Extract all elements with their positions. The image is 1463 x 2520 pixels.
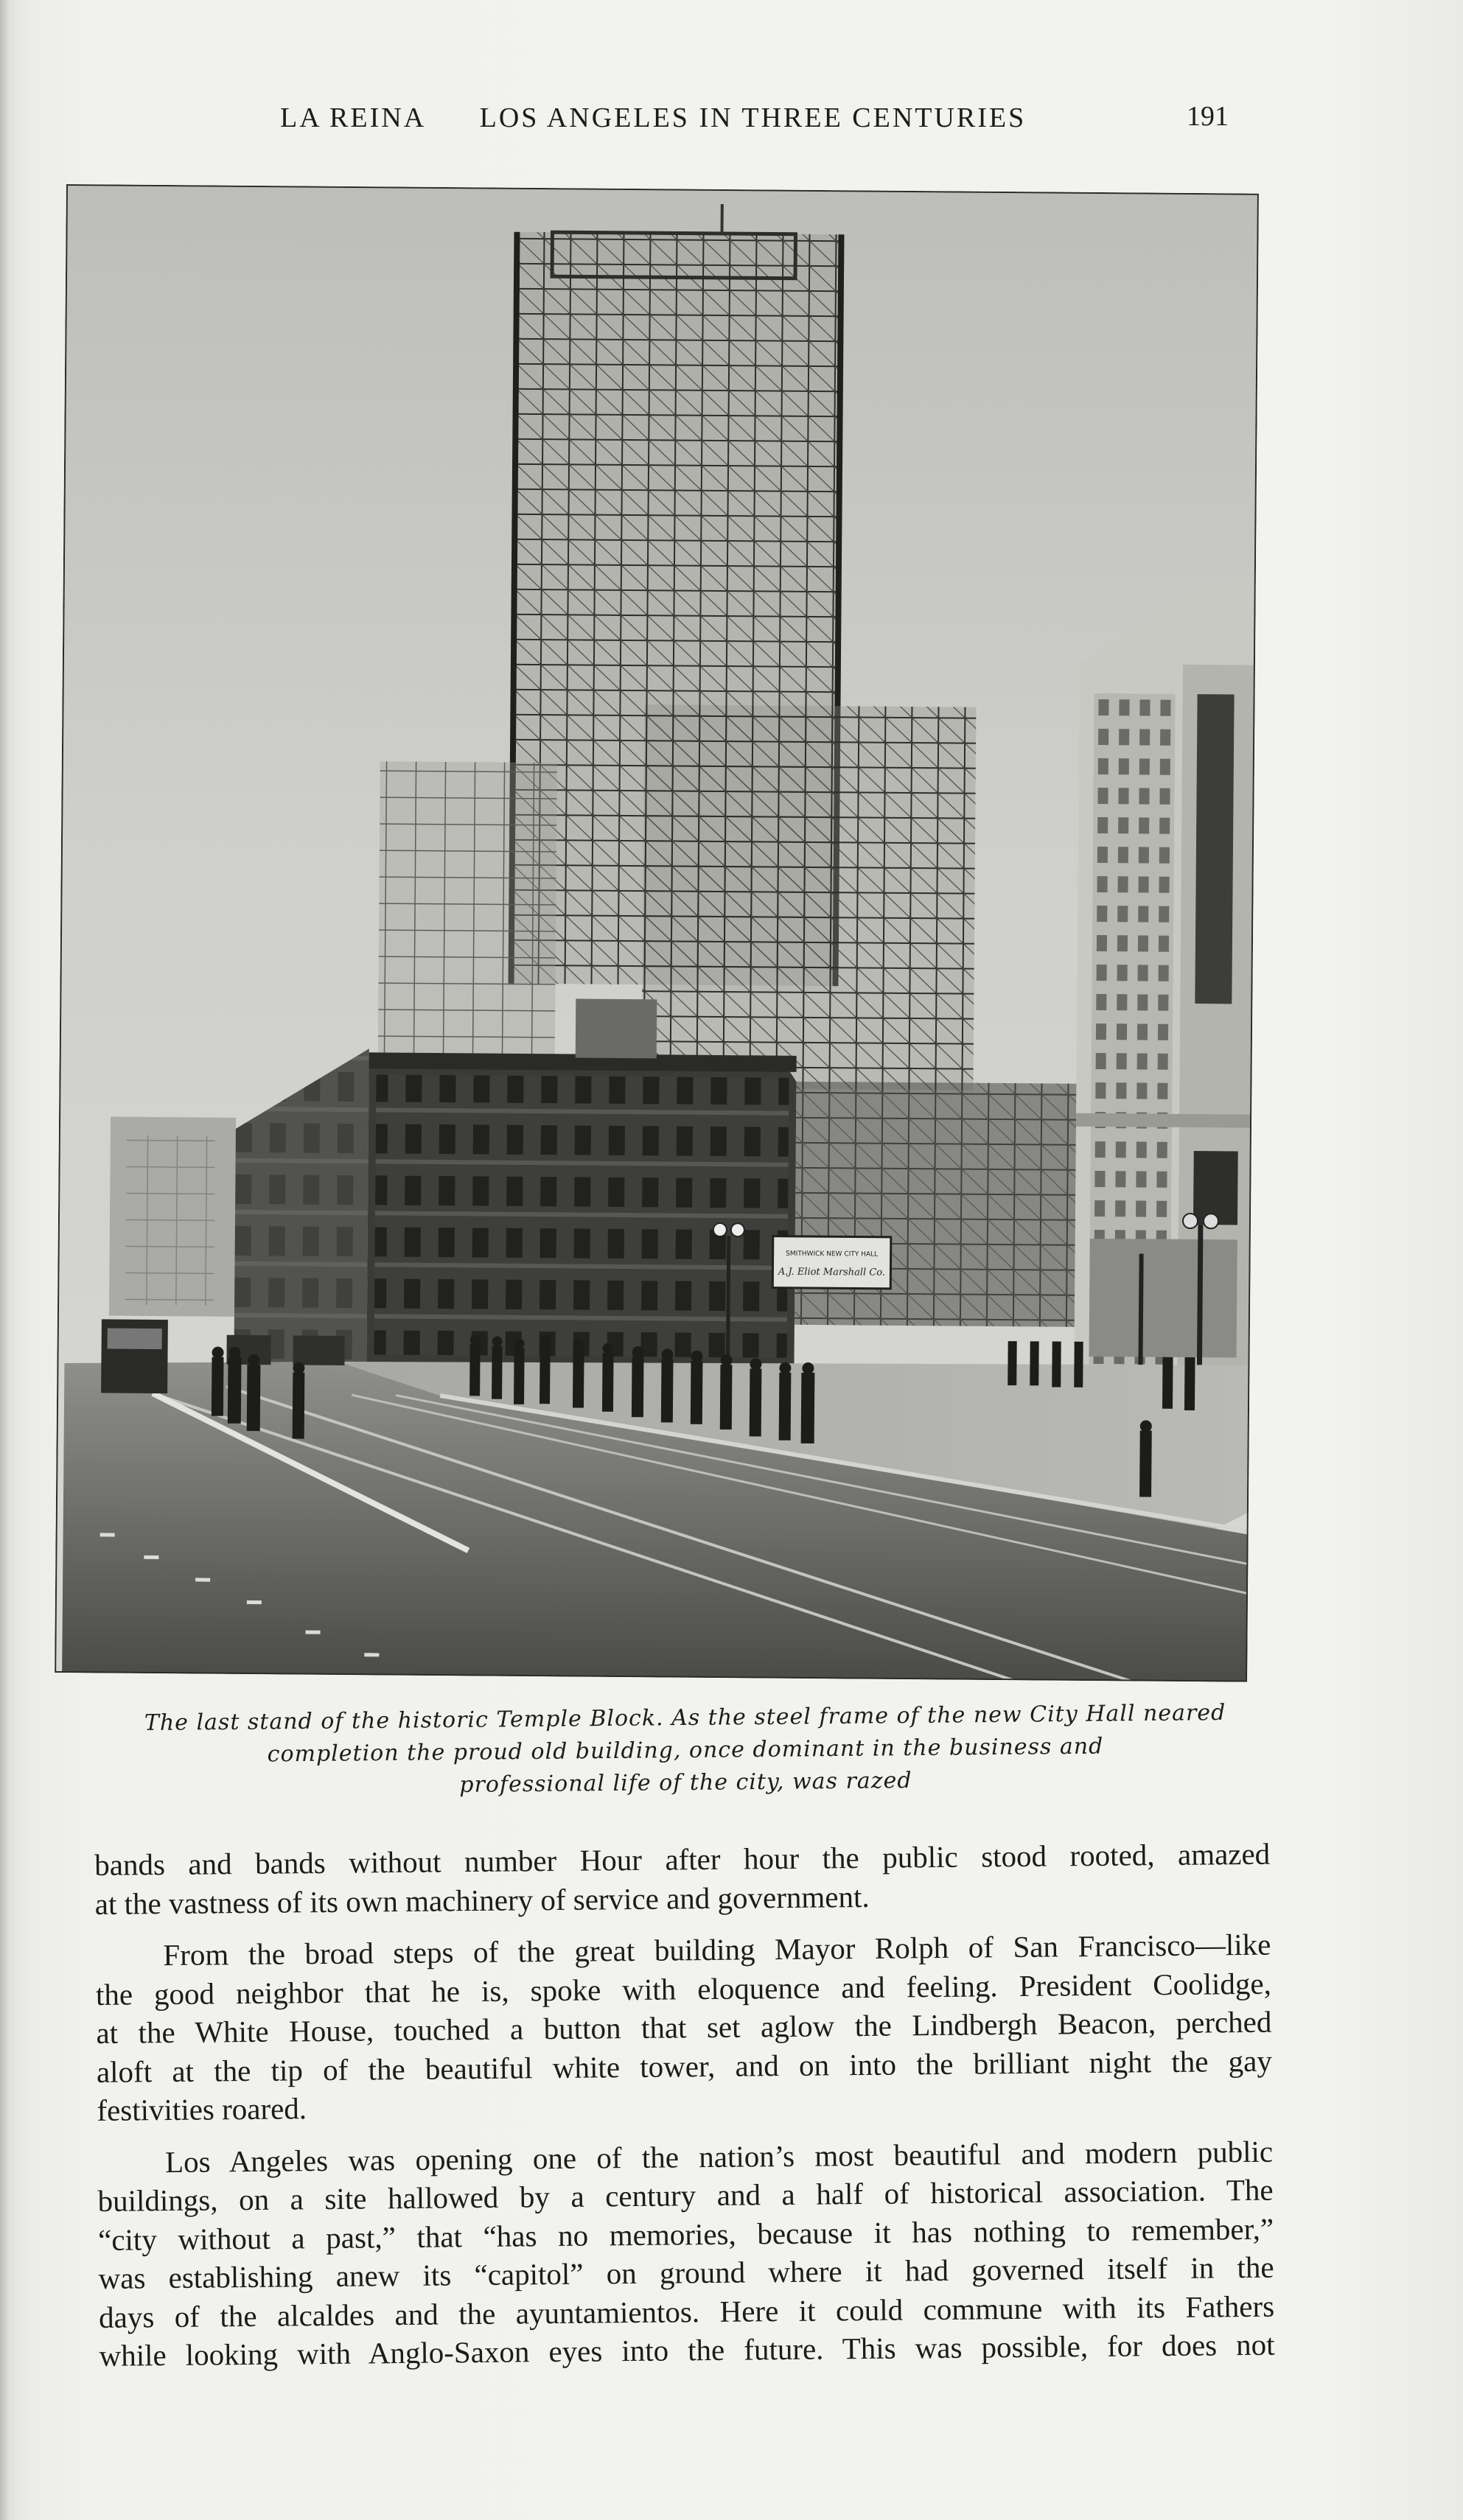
- text-line: the good neighbor that he is, spoke with eloquence and feeling. President Coolidge,: [95, 1966, 1272, 2012]
- text-line: buildings, on a site hallowed by a century and a half of historical association. The: [97, 2172, 1274, 2218]
- running-head-title: LOS ANGELES IN THREE CENTURIES: [479, 102, 1027, 133]
- caption-line: completion the proud old building, once dominant in the business and: [267, 1733, 1104, 1768]
- text-line: while looking with Anglo-Saxon eyes into the future. This was possible, for does not: [99, 2327, 1275, 2373]
- text-line: aloft at the tip of the beautiful white tower, and on into the brilliant night the gay: [96, 2043, 1273, 2089]
- caption-line: professional life of the city, was razed: [459, 1768, 912, 1798]
- text-line: was establishing anew its “capitol” on ground where it had governed itself in the: [98, 2250, 1274, 2295]
- text-line: at the White House, touched a button that set aglow the Lindbergh Beacon, perched: [96, 2004, 1272, 2050]
- paragraph: [97, 2132, 1275, 2375]
- photo-caption: [88, 1696, 1282, 1805]
- running-head-section: LA REINA: [280, 102, 427, 133]
- paragraph: [94, 1835, 1271, 1923]
- text-line: at the vastness of its own machinery of service and government.: [94, 1879, 870, 1921]
- text-line: From the broad steps of the great building Mayor Rolph of San Francisco—like: [163, 1927, 1271, 1973]
- construction-sign-line-1: SMITHWICK NEW CITY HALL: [786, 1250, 879, 1259]
- photograph-city-hall-construction: [55, 184, 1259, 1682]
- running-head: [280, 102, 1027, 134]
- caption-line: The last stand of the historic Temple Block. As the steel frame of the new City Hall neared: [144, 1699, 1226, 1737]
- paragraph: [95, 1925, 1272, 2130]
- text-line: Los Angeles was opening one of the nation’s most beautiful and modern public: [164, 2134, 1274, 2179]
- text-line: days of the alcaldes and the ayuntamientos. Here it could commune with its Fathers: [98, 2289, 1275, 2334]
- text-line: “city without a past,” that “has no memories, because it has nothing to remember,”: [97, 2211, 1274, 2257]
- text-line: bands and bands without number Hour after hour the public stood rooted, amazed: [94, 1836, 1271, 1882]
- text-line: festivities roared.: [97, 2091, 307, 2127]
- page-number: 191: [1187, 101, 1229, 132]
- body-text: [94, 1835, 1275, 2389]
- construction-sign-line-2: A.J. Eliot Marshall Co.: [778, 1266, 886, 1278]
- page-gutter-edge: [0, 0, 10, 2520]
